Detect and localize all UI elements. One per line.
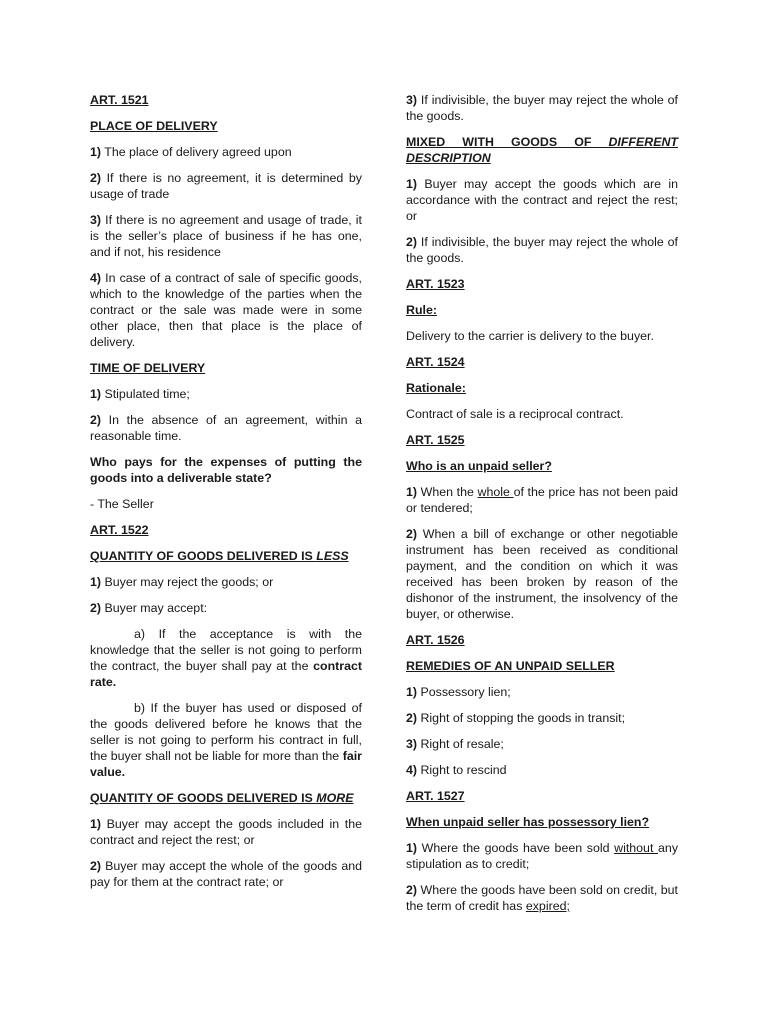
article-heading-1521: ART. 1521 <box>90 93 149 107</box>
list-item: 1) The place of delivery agreed upon <box>90 145 292 159</box>
list-item: 2) If there is no agreement, it is determined by usage of trade <box>90 171 362 201</box>
question-expenses: Who pays for the expenses of putting the goods into a deliverable state? <box>90 455 362 485</box>
list-item: 2) If indivisible, the buyer may reject the whole of the goods. <box>406 235 678 265</box>
rationale-text: Contract of sale is a reciprocal contract. <box>406 407 624 421</box>
section-heading-remedies: REMEDIES OF AN UNPAID SELLER <box>406 659 615 673</box>
rule-heading: Rule: <box>406 303 437 317</box>
list-item: 1) Stipulated time; <box>90 387 190 401</box>
list-item: 1) Buyer may accept the goods which are in accordance with the contract and reject the rest; or <box>406 177 678 223</box>
article-heading-1523: ART. 1523 <box>406 277 465 291</box>
section-heading-quantity-more: QUANTITY OF GOODS DELIVERED IS MORE <box>90 791 354 805</box>
list-item: 3) Right of resale; <box>406 737 504 751</box>
article-heading-1524: ART. 1524 <box>406 355 465 369</box>
list-item: 2) Right of stopping the goods in transit; <box>406 711 626 725</box>
article-heading-1526: ART. 1526 <box>406 633 465 647</box>
section-heading-mixed-goods: MIXED WITH GOODS OF DIFFERENT DESCRIPTION <box>406 135 678 165</box>
question-possessory-lien: When unpaid seller has possessory lien? <box>406 815 650 829</box>
list-item: 1) When the whole of the price has not been paid or tendered; <box>406 485 678 515</box>
list-item: 2) Where the goods have been sold on credit, but the term of credit has expired; <box>406 883 678 913</box>
section-heading-time-of-delivery: TIME OF DELIVERY <box>90 361 206 375</box>
list-item: 1) Where the goods have been sold without any stipulation as to credit; <box>406 841 679 871</box>
list-item: 1) Buyer may reject the goods; or <box>90 575 274 589</box>
article-heading-1525: ART. 1525 <box>406 433 465 447</box>
list-item: 3) If there is no agreement and usage of trade, it is the seller’s place of business if he has one, and if not, his residence <box>90 213 362 259</box>
list-item: 3) If indivisible, the buyer may reject the whole of the goods. <box>406 93 678 123</box>
section-heading-quantity-less: QUANTITY OF GOODS DELIVERED IS LESS <box>90 549 349 563</box>
question-unpaid-seller: Who is an unpaid seller? <box>406 459 552 473</box>
section-heading-place-of-delivery: PLACE OF DELIVERY <box>90 119 218 133</box>
right-column <box>406 92 678 924</box>
list-item: 2) In the absence of an agreement, within a reasonable time. <box>90 413 362 443</box>
list-item: 1) Possessory lien; <box>406 685 511 699</box>
answer-expenses: - The Seller <box>90 497 154 511</box>
list-item: 2) Buyer may accept: <box>90 601 208 615</box>
left-column <box>90 92 362 900</box>
rule-text: Delivery to the carrier is delivery to the buyer. <box>406 329 654 343</box>
sub-item-a: a) If the acceptance is with the knowledge that the seller is not going to perform the contract, the buyer shall pay at the contract rate. <box>90 627 362 689</box>
sub-item-b: b) If the buyer has used or disposed of the goods delivered before he knows that the seller is not going to perform his contract in full, the buyer shall not be liable for more than the fair value. <box>90 701 362 779</box>
list-item: 2) When a bill of exchange or other negotiable instrument has been received as conditional payment, and the condition on which it was received has been broken by reason of the dishonor of the instrument, the insolvency of the buyer, or otherwise. <box>406 527 678 621</box>
article-heading-1527: ART. 1527 <box>406 789 465 803</box>
rationale-heading: Rationale: <box>406 381 466 395</box>
list-item: 1) Buyer may accept the goods included in the contract and reject the rest; or <box>90 817 362 847</box>
list-item: 4) In case of a contract of sale of specific goods, which to the knowledge of the parties when the contract or the sale was made were in some other place, then that place is the place of delivery. <box>90 271 362 349</box>
article-heading-1522: ART. 1522 <box>90 523 149 537</box>
list-item: 4) Right to rescind <box>406 763 507 777</box>
list-item: 2) Buyer may accept the whole of the goods and pay for them at the contract rate; or <box>90 859 362 889</box>
